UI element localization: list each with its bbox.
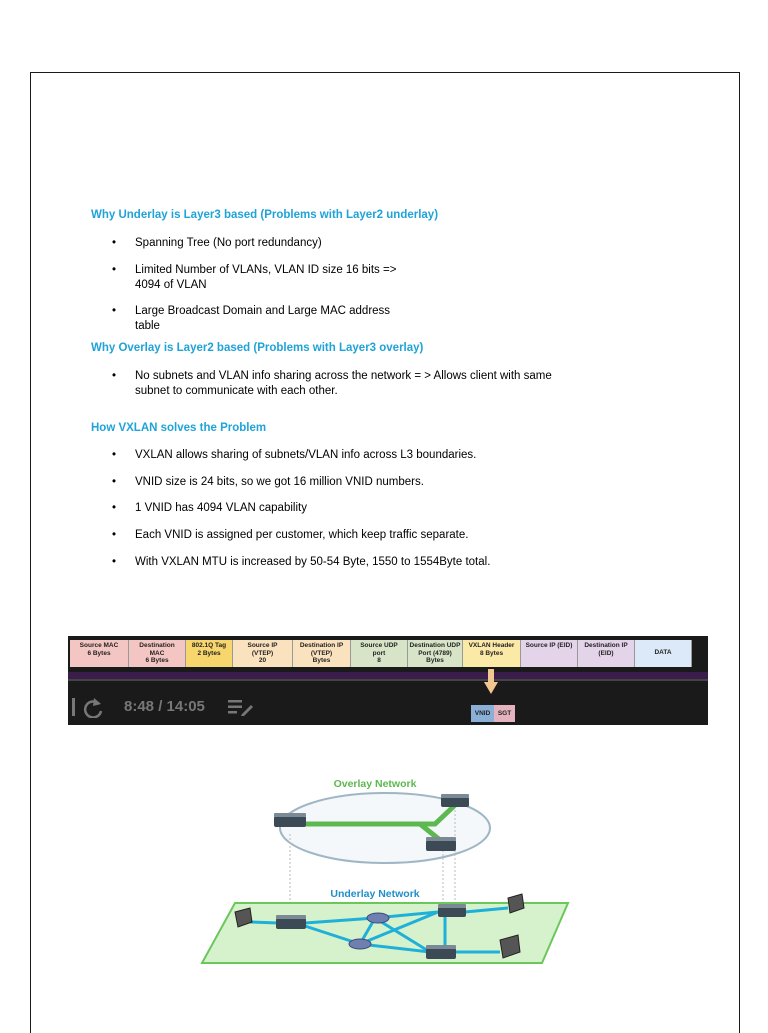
- overlay-underlay-diagram: [190, 770, 590, 970]
- down-arrow-icon: [484, 669, 498, 695]
- bullet-text: Large Broadcast Domain and Large MAC address table: [135, 305, 391, 332]
- bullet-text: With VXLAN MTU is increased by 50-54 Byte, 1550 to 1554Byte total.: [135, 556, 491, 568]
- overlay-switch-icon: [441, 794, 469, 807]
- bullet-text: Each VNID is assigned per customer, which keep traffic separate.: [135, 529, 469, 541]
- overlay-switch-icon: [274, 813, 306, 827]
- router-icon: [367, 913, 389, 923]
- chapters-icon[interactable]: [228, 698, 254, 716]
- video-time-display: 8:48 / 14:05: [124, 698, 205, 715]
- section-heading-vxlan: How VXLAN solves the Problem: [91, 422, 267, 434]
- frame-field-vxlan-header: VXLAN Header 8 Bytes: [463, 640, 521, 667]
- overlay-switch-icon: [426, 837, 456, 851]
- vnid-box: VNID: [471, 705, 494, 722]
- frame-field-source-ip-vtep: Source IP (VTEP) 20: [233, 640, 293, 667]
- bullet-text: 1 VNID has 4094 VLAN capability: [135, 502, 307, 514]
- bullet-text: Limited Number of VLANs, VLAN ID size 16 bits => 4094 of VLAN: [135, 264, 397, 291]
- frame-field-source-mac: Source MAC 6 Bytes: [70, 640, 129, 667]
- underlay-switch-icon: [276, 915, 306, 929]
- frame-field-destination-udp: Destination UDP Port (4789) Bytes: [408, 640, 463, 667]
- sgt-box: SGT: [494, 705, 515, 722]
- underlay-switch-icon: [426, 945, 456, 959]
- bullet-text: VNID size is 24 bits, so we got 16 million VNID numbers.: [135, 476, 424, 488]
- frame-field-destination-mac: Destination MAC 6 Bytes: [129, 640, 186, 667]
- router-icon: [349, 939, 371, 949]
- overlay-network-label: Overlay Network: [333, 778, 417, 790]
- frame-field-destination-ip-eid: Destination IP (EID): [578, 640, 635, 667]
- replay-icon[interactable]: [72, 696, 110, 718]
- video-progress-bar[interactable]: [68, 672, 708, 679]
- bullet-dot: •: [112, 237, 117, 249]
- bullet-text: Spanning Tree (No port redundancy): [135, 237, 322, 249]
- vxlan-frame-screenshot: [68, 636, 708, 725]
- bullet-dot: •: [112, 305, 117, 317]
- bullet-dot: •: [112, 264, 117, 276]
- frame-field-source-udp: Source UDP port 8: [351, 640, 408, 667]
- bullet-dot: •: [112, 529, 117, 541]
- frame-field-source-ip-eid: Source IP (EID): [521, 640, 578, 667]
- bullet-text: VXLAN allows sharing of subnets/VLAN info across L3 boundaries.: [135, 449, 477, 461]
- bullet-text: No subnets and VLAN info sharing across the network = > Allows client with same subnet to communicate with each other.: [135, 370, 552, 397]
- bullet-dot: •: [112, 476, 117, 488]
- underlay-switch-icon: [438, 904, 466, 917]
- section-heading-overlay: Why Overlay is Layer2 based (Problems with Layer3 overlay): [91, 342, 424, 354]
- section-heading-underlay: Why Underlay is Layer3 based (Problems with Layer2 underlay): [91, 209, 439, 221]
- bullet-dot: •: [112, 370, 117, 382]
- frame-field-data: DATA: [635, 640, 692, 667]
- frame-field-destination-ip-vtep: Destination IP (VTEP) Bytes: [293, 640, 351, 667]
- bullet-dot: •: [112, 556, 117, 568]
- frame-field-8021q-tag: 802.1Q Tag 2 Bytes: [186, 640, 233, 667]
- bullet-dot: •: [112, 449, 117, 461]
- underlay-network-label: Underlay Network: [330, 888, 420, 900]
- bullet-dot: •: [112, 502, 117, 514]
- video-progress-track: [68, 679, 708, 681]
